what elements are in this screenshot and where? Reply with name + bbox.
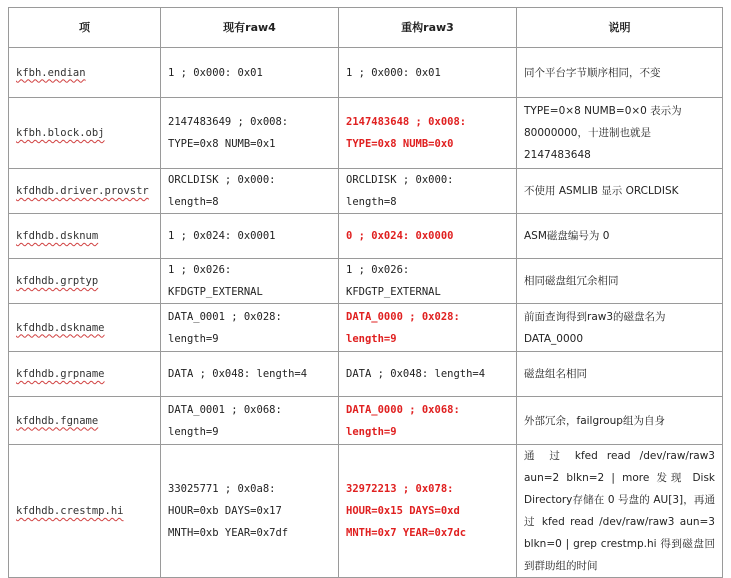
header-row bbox=[9, 8, 723, 48]
rebuilt-cell: 1 ; 0x026: KFDGTP_EXTERNAL bbox=[339, 259, 517, 304]
table-row bbox=[9, 169, 723, 214]
note-cell: 同个平台字节顺序相同，不变 bbox=[517, 48, 723, 98]
rebuilt-cell: DATA_0000 ; 0x028: length=9 bbox=[339, 304, 517, 352]
rebuilt-cell: 0 ; 0x024: 0x0000 bbox=[339, 214, 517, 259]
current-cell: 1 ; 0x024: 0x0001 bbox=[161, 214, 339, 259]
table-row bbox=[9, 352, 723, 397]
table-row bbox=[9, 397, 723, 445]
rebuilt-cell: DATA ; 0x048: length=4 bbox=[339, 352, 517, 397]
field-cell: kfdhdb.dsknum bbox=[9, 214, 161, 259]
table-row bbox=[9, 304, 723, 352]
field-cell: kfdhdb.grpname bbox=[9, 352, 161, 397]
note-cell: 不使用 ASMLIB 显示 ORCLDISK bbox=[517, 169, 723, 214]
header-rebuilt-raw3: 重构raw3 bbox=[339, 8, 517, 48]
field-cell: kfdhdb.driver.provstr bbox=[9, 169, 161, 214]
current-cell: 1 ; 0x026: KFDGTP_EXTERNAL bbox=[161, 259, 339, 304]
current-cell: ORCLDISK ; 0x000: length=8 bbox=[161, 169, 339, 214]
table-row bbox=[9, 445, 723, 578]
note-cell: 磁盘组名相同 bbox=[517, 352, 723, 397]
note-cell: ASM磁盘编号为 0 bbox=[517, 214, 723, 259]
note-cell: 通 过 kfed read /dev/raw/raw3 aun=2 blkn=2 | more 发现 Disk Directory存储在 0 号盘的 AU[3]，再通过 kfed read /dev/raw/raw3 aun=3 blkn=0 | grep crestmp.hi 得到磁盘回到群助组的时间 bbox=[517, 445, 723, 578]
rebuilt-cell: 1 ; 0x000: 0x01 bbox=[339, 48, 517, 98]
rebuilt-cell: DATA_0000 ; 0x068: length=9 bbox=[339, 397, 517, 445]
note-cell: 前面查询得到raw3的磁盘名为 DATA_0000 bbox=[517, 304, 723, 352]
current-cell: DATA_0001 ; 0x028: length=9 bbox=[161, 304, 339, 352]
header-note: 说明 bbox=[517, 8, 723, 48]
current-cell: 33025771 ; 0x0a8: HOUR=0xb DAYS=0x17 MNTH=0xb YEAR=0x7df bbox=[161, 445, 339, 578]
current-cell: 2147483649 ; 0x008: TYPE=0x8 NUMB=0x1 bbox=[161, 98, 339, 169]
field-cell: kfdhdb.fgname bbox=[9, 397, 161, 445]
comparison-table bbox=[8, 7, 723, 578]
table-row bbox=[9, 98, 723, 169]
field-cell: kfbh.endian bbox=[9, 48, 161, 98]
table-row bbox=[9, 214, 723, 259]
current-cell: DATA_0001 ; 0x068: length=9 bbox=[161, 397, 339, 445]
field-cell: kfbh.block.obj bbox=[9, 98, 161, 169]
header-current-raw4: 现有raw4 bbox=[161, 8, 339, 48]
current-cell: 1 ; 0x000: 0x01 bbox=[161, 48, 339, 98]
header-field: 项 bbox=[9, 8, 161, 48]
field-cell: kfdhdb.dskname bbox=[9, 304, 161, 352]
note-cell: TYPE=0×8 NUMB=0×0 表示为 80000000，十进制也就是 2147483648 bbox=[517, 98, 723, 169]
rebuilt-cell: 2147483648 ; 0x008: TYPE=0x8 NUMB=0x0 bbox=[339, 98, 517, 169]
current-cell: DATA ; 0x048: length=4 bbox=[161, 352, 339, 397]
field-cell: kfdhdb.grptyp bbox=[9, 259, 161, 304]
rebuilt-cell: 32972213 ; 0x078: HOUR=0x15 DAYS=0xd MNTH=0x7 YEAR=0x7dc bbox=[339, 445, 517, 578]
table-row bbox=[9, 48, 723, 98]
table-row bbox=[9, 259, 723, 304]
rebuilt-cell: ORCLDISK ; 0x000: length=8 bbox=[339, 169, 517, 214]
field-cell: kfdhdb.crestmp.hi bbox=[9, 445, 161, 578]
note-cell: 外部冗余，failgroup组为自身 bbox=[517, 397, 723, 445]
note-cell: 相同磁盘组冗余相同 bbox=[517, 259, 723, 304]
